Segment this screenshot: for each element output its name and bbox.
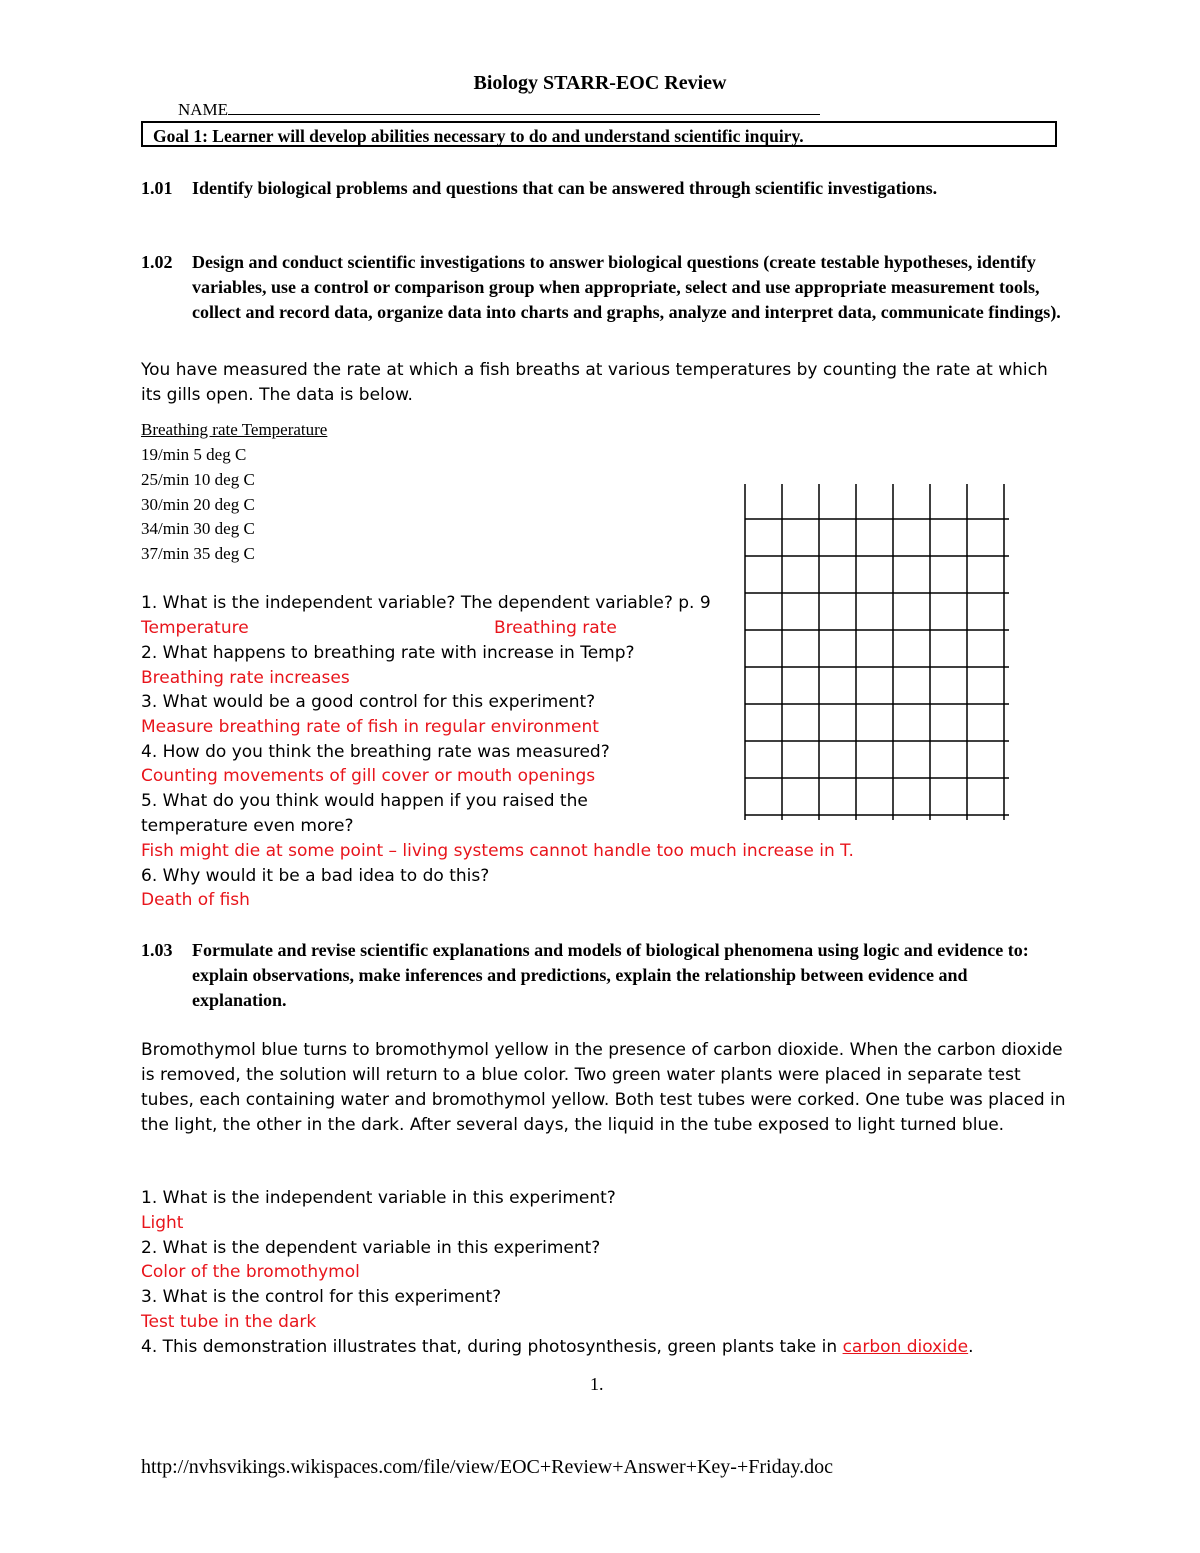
bromo-question-3: 3. What is the control for this experiment? bbox=[141, 1287, 502, 1307]
bromo-answer-1: Light bbox=[141, 1213, 184, 1233]
fish-answer-3: Measure breathing rate of fish in regular environment bbox=[141, 717, 599, 737]
page-number: 1. bbox=[590, 1374, 604, 1394]
name-blank-line bbox=[228, 99, 820, 115]
data-row: 37/min 35 deg C bbox=[141, 544, 255, 563]
standard-text-main: Design and conduct scientific investigations to answer biological questions bbox=[192, 252, 759, 272]
fish-question-3: 3. What would be a good control for this experiment? bbox=[141, 692, 596, 712]
standard-number: 1.03 bbox=[141, 940, 173, 960]
fish-intro-paragraph: You have measured the rate at which a fish breaths at various temperatures by counting the rate at which its gills open. The data is below. bbox=[141, 360, 1048, 405]
data-row: 25/min 10 deg C bbox=[141, 470, 255, 489]
name-field[interactable] bbox=[178, 99, 820, 120]
fish-question-6: 6. Why would it be a bad idea to do this? bbox=[141, 866, 490, 886]
standard-text bbox=[141, 250, 1061, 325]
fish-answer-6: Death of fish bbox=[141, 890, 250, 910]
bromo-answer-2: Color of the bromothymol bbox=[141, 1262, 360, 1282]
name-label: NAME bbox=[178, 100, 229, 119]
footer-url[interactable]: http://nvhsvikings.wikispaces.com/file/view/EOC+Review+Answer+Key-+Friday.doc bbox=[141, 1456, 834, 1478]
data-table-header: Breathing rate Temperature bbox=[141, 420, 328, 439]
fish-question-4: 4. How do you think the breathing rate was measured? bbox=[141, 742, 610, 762]
bromo-answer-3: Test tube in the dark bbox=[141, 1312, 317, 1332]
bromo-question-1: 1. What is the independent variable in this experiment? bbox=[141, 1188, 616, 1208]
standard-1-03 bbox=[141, 938, 1061, 1013]
bromo-answer-4: carbon dioxide bbox=[842, 1337, 969, 1357]
standard-text: Identify biological problems and questions that can be answered through scientific investigations. bbox=[192, 178, 938, 198]
goal-box: Goal 1: Learner will develop abilities necessary to do and understand scientific inquiry. bbox=[141, 121, 1057, 147]
standard-number: 1.01 bbox=[141, 178, 173, 198]
data-row: 30/min 20 deg C bbox=[141, 495, 255, 514]
fish-answer-4: Counting movements of gill cover or mouth openings bbox=[141, 766, 596, 786]
bromothymol-intro-paragraph: Bromothymol blue turns to bromothymol yellow in the presence of carbon dioxide. When the carbon dioxide is removed, the solution will return to a blue color. Two green water plants were placed in separate test tubes, each containing water and bromothymol yellow. Both test tubes were corked. One tube was placed in the light, the other in the dark. After several days, the liquid in the tube exposed to light turned blue. bbox=[141, 1040, 1066, 1135]
bromo-question-4 bbox=[141, 1335, 974, 1360]
graph-grid bbox=[743, 482, 1011, 822]
document-title: Biology STARR-EOC Review bbox=[473, 72, 727, 94]
fish-answer-1b: Breathing rate bbox=[494, 618, 617, 638]
standard-1-01 bbox=[141, 176, 971, 201]
fish-question-2: 2. What happens to breathing rate with increase in Temp? bbox=[141, 643, 635, 663]
data-row: 19/min 5 deg C bbox=[141, 445, 247, 464]
standard-text-rest: (create testable hypotheses, identify variables, use a control or comparison group when appropriate, select and use appropriate measurement tools, collect and record data, organize data into charts and graphs, analyze and interpret data, communicate findings). bbox=[192, 252, 1061, 322]
standard-number: 1.02 bbox=[141, 252, 173, 272]
bromo-question-4-end: . bbox=[968, 1337, 974, 1357]
fish-answer-2: Breathing rate increases bbox=[141, 668, 350, 688]
bromo-question-4-text: 4. This demonstration illustrates that, during photosynthesis, green plants take in bbox=[141, 1337, 843, 1357]
standard-text: Formulate and revise scientific explanations and models of biological phenomena using logic and evidence to: explain observations, make inferences and predictions, explain the relationship between evidence and explanation. bbox=[192, 940, 1029, 1010]
data-row: 34/min 30 deg C bbox=[141, 519, 255, 538]
fish-answer-5: Fish might die at some point – living systems cannot handle too much increase in T. bbox=[141, 841, 854, 861]
fish-answer-1a: Temperature bbox=[141, 618, 249, 638]
bromo-question-2: 2. What is the dependent variable in this experiment? bbox=[141, 1238, 601, 1258]
fish-question-5-line-1: 5. What do you think would happen if you raised the bbox=[141, 791, 588, 811]
fish-question-1: 1. What is the independent variable? The dependent variable? p. 9 bbox=[141, 593, 711, 613]
fish-question-5-line-2: temperature even more? bbox=[141, 816, 354, 836]
standard-1-02 bbox=[141, 250, 1061, 325]
